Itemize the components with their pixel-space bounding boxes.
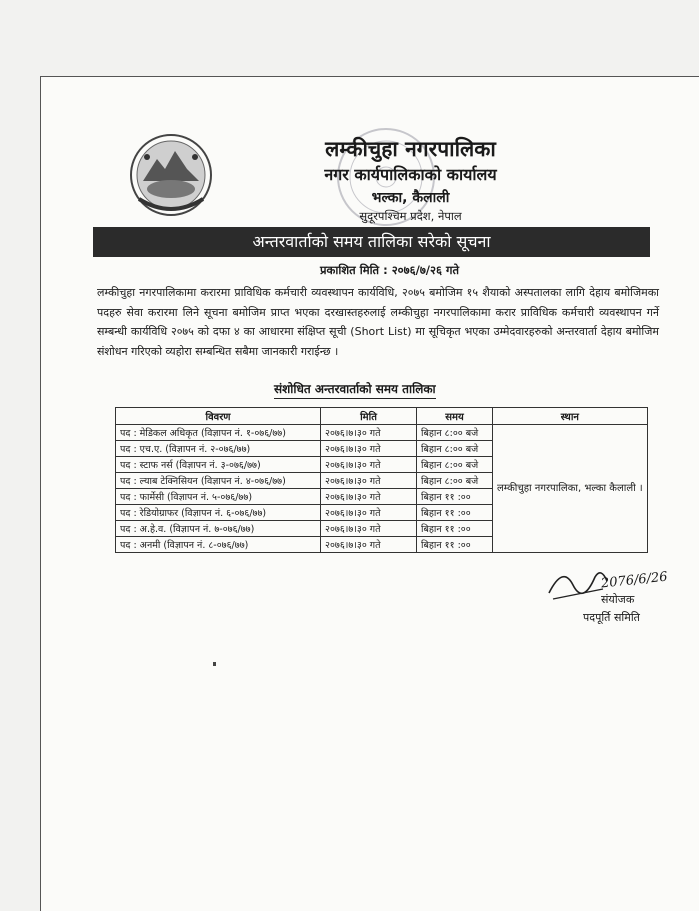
venue-cell: लम्कीचुहा नगरपालिका, भल्का कैलाली । bbox=[493, 425, 648, 553]
row-post: पद : स्टाफ नर्स (विज्ञापन नं. ३-०७६/७७) bbox=[116, 457, 321, 473]
municipality-name: लम्कीचुहा नगरपालिका bbox=[325, 137, 496, 161]
notice-title-banner: अन्तरवार्ताको समय तालिका सरेको सूचना bbox=[93, 227, 650, 257]
office-name: नगर कार्यपालिकाको कार्यालय bbox=[324, 165, 497, 184]
row-time: बिहान ८:०० बजे bbox=[417, 457, 493, 473]
header-description: विवरण bbox=[116, 408, 321, 425]
row-date: २०७६।७।३० गते bbox=[321, 489, 417, 505]
table-header-row bbox=[116, 408, 648, 425]
row-date: २०७६।७।३० गते bbox=[321, 473, 417, 489]
row-post: पद : रेडियोग्राफर (विज्ञापन नं. ६-०७६/७७) bbox=[116, 505, 321, 521]
page-mark bbox=[213, 662, 216, 666]
row-post: पद : ल्याब टेक्निसियन (विज्ञापन नं. ४-०७६/७७) bbox=[116, 473, 321, 489]
row-post: पद : एच.ए. (विज्ञापन नं. २-०७६/७७) bbox=[116, 441, 321, 457]
header-time: समय bbox=[417, 408, 493, 425]
row-post: पद : फार्मेसी (विज्ञापन नं. ५-०७६/७७) bbox=[116, 489, 321, 505]
schedule-title: संशोधित अन्तरवार्ताको समय तालिका bbox=[274, 380, 436, 399]
row-date: २०७६।७।३० गते bbox=[321, 505, 417, 521]
interview-schedule-table bbox=[115, 407, 648, 553]
row-date: २०७६।७।३० गते bbox=[321, 441, 417, 457]
table-row bbox=[116, 425, 648, 441]
notice-page bbox=[40, 76, 699, 911]
row-time: बिहान ११ :०० bbox=[417, 521, 493, 537]
row-time: बिहान ८:०० बजे bbox=[417, 473, 493, 489]
row-date: २०७६।७।३० गते bbox=[321, 425, 417, 441]
row-time: बिहान ८:०० बजे bbox=[417, 425, 493, 441]
signature-date: 2076/6/26 bbox=[600, 569, 669, 592]
notice-body-text: लम्कीचुहा नगरपालिकामा करारमा प्राविधिक कर्मचारी व्यवस्थापन कार्यविधि, २०७५ बमोजिम १५ शैयाको अस्पतालका लागि देहाय बमोजिमका पदहरु सेवा करारमा लिने सूचना बमोजिम प्राप्त भएका दरखास्तहरुलाई लम्कीचुहा नगरपालिकामा करार प्राविधिक कर्मचारी व्यवस्थापन गर्ने सम्बन्धी कार्यविधि २०७५ को दफा ४ का आधारमा संक्षिप्त सूची (Short List) मा सूचिकृत भएका उम्मेदवारहरुको अन्तरवार्ता देहाय बमोजिम संशोधन गरिएको व्यहोरा सम्बन्धित सबैमा जानकारी गराईन्छ । bbox=[97, 286, 659, 358]
office-location: भल्का, कैलाली bbox=[371, 190, 450, 206]
header-venue: स्थान bbox=[493, 408, 648, 425]
signatory-role: संयोजक bbox=[601, 593, 635, 606]
row-time: बिहान ११ :०० bbox=[417, 489, 493, 505]
row-date: २०७६।७।३० गते bbox=[321, 457, 417, 473]
row-time: बिहान ८:०० बजे bbox=[417, 441, 493, 457]
row-time: बिहान ११ :०० bbox=[417, 505, 493, 521]
row-post: पद : अ.हे.व. (विज्ञापन नं. ७-०७६/७७) bbox=[116, 521, 321, 537]
published-date: प्रकाशित मिति : २०७६/७/२६ गते bbox=[320, 263, 459, 277]
row-post: पद : मेडिकल अधिकृत (विज्ञापन नं. १-०७६/७७) bbox=[116, 425, 321, 441]
row-post: पद : अनमी (विज्ञापन नं. ८-०७६/७७) bbox=[116, 537, 321, 553]
row-date: २०७६।७।३० गते bbox=[321, 537, 417, 553]
row-date: २०७६।७।३० गते bbox=[321, 521, 417, 537]
row-time: बिहान ११ :०० bbox=[417, 537, 493, 553]
province-line: सुदूरपश्चिम प्रदेश, नेपाल bbox=[359, 209, 462, 223]
header-date: मिति bbox=[321, 408, 417, 425]
signatory-committee: पदपूर्ति समिति bbox=[583, 611, 640, 624]
